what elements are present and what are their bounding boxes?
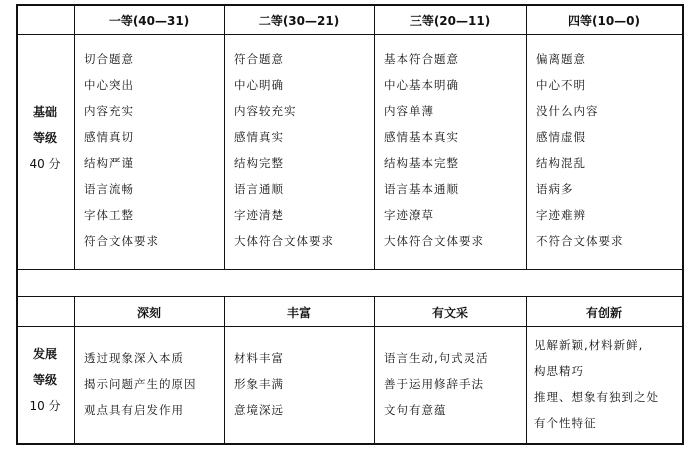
criterion: 感情基本真实 <box>384 130 459 144</box>
criterion: 中心不明 <box>536 78 586 92</box>
criterion: 内容较充实 <box>234 104 297 118</box>
criterion: 不符合文体要求 <box>536 234 624 248</box>
criterion: 符合文体要求 <box>84 234 159 248</box>
development-header: 深刻 <box>136 305 161 320</box>
criterion: 感情真实 <box>234 130 284 144</box>
criterion: 字迹难辨 <box>536 208 586 222</box>
criterion: 中心突出 <box>84 78 134 92</box>
criterion: 语言通顺 <box>234 182 284 196</box>
development-label-line2: 等级 <box>32 373 57 387</box>
table-bottom-border <box>16 443 684 445</box>
development-header: 有创新 <box>585 305 622 320</box>
table-right-border <box>682 4 684 445</box>
criterion: 切合题意 <box>84 52 134 66</box>
development-level-label <box>16 341 74 419</box>
development-score: 10 分 <box>29 399 61 413</box>
development-column-richness <box>234 345 284 423</box>
criterion: 结构严谨 <box>84 156 134 170</box>
grading-table <box>16 4 684 445</box>
criterion: 中心明确 <box>234 78 284 92</box>
basic-column-grade3 <box>384 46 484 254</box>
development-label-line1: 发展 <box>32 347 57 361</box>
section-divider <box>16 269 684 270</box>
criterion: 字迹潦草 <box>384 208 434 222</box>
criterion: 大体符合文体要求 <box>234 234 334 248</box>
criterion: 有个性特征 <box>534 416 597 430</box>
column-divider <box>74 4 75 269</box>
basic-score: 40 分 <box>29 157 61 171</box>
criterion: 语言流畅 <box>84 182 134 196</box>
basic-label-line1: 基础 <box>32 105 57 119</box>
criterion: 结构基本完整 <box>384 156 459 170</box>
basic-grade-header: 三等(20—11) <box>409 13 491 28</box>
basic-level-label <box>16 99 74 177</box>
criterion: 语言基本通顺 <box>384 182 459 196</box>
basic-label-line2: 等级 <box>32 131 57 145</box>
criterion: 语病多 <box>536 182 574 196</box>
basic-column-grade2 <box>234 46 334 254</box>
development-column-depth <box>84 345 197 423</box>
basic-column-grade4 <box>536 46 624 254</box>
criterion: 善于运用修辞手法 <box>384 377 484 391</box>
criterion: 构思精巧 <box>534 364 584 378</box>
column-divider <box>224 4 225 269</box>
criterion: 感情虚假 <box>536 130 586 144</box>
criterion: 内容单薄 <box>384 104 434 118</box>
development-header: 丰富 <box>286 305 311 320</box>
basic-grade-header: 二等(30—21) <box>258 13 340 28</box>
criterion: 内容充实 <box>84 104 134 118</box>
column-divider <box>526 4 527 269</box>
column-divider <box>374 4 375 269</box>
criterion: 形象丰满 <box>234 377 284 391</box>
criterion: 透过现象深入本质 <box>84 351 184 365</box>
criterion: 见解新颖,材料新鲜, <box>534 338 644 352</box>
basic-grade-header: 四等(10—0) <box>567 13 641 28</box>
basic-grade-header: 一等(40—31) <box>108 13 190 28</box>
criterion: 没什么内容 <box>536 104 599 118</box>
criterion: 结构完整 <box>234 156 284 170</box>
criterion: 符合题意 <box>234 52 284 66</box>
criterion: 大体符合文体要求 <box>384 234 484 248</box>
criterion: 基本符合题意 <box>384 52 459 66</box>
criterion: 偏离题意 <box>536 52 586 66</box>
criterion: 推理、想象有独到之处 <box>534 390 659 404</box>
criterion: 揭示问题产生的原因 <box>84 377 197 391</box>
criterion: 字体工整 <box>84 208 134 222</box>
criterion: 观点具有启发作用 <box>84 403 184 417</box>
development-column-literary <box>384 345 489 423</box>
development-header: 有文采 <box>431 305 468 320</box>
basic-column-grade1 <box>84 46 159 254</box>
criterion: 材料丰富 <box>234 351 284 365</box>
criterion: 意境深远 <box>234 403 284 417</box>
criterion: 文句有意蕴 <box>384 403 447 417</box>
criterion: 感情真切 <box>84 130 134 144</box>
development-column-innovation <box>534 332 659 436</box>
criterion: 中心基本明确 <box>384 78 459 92</box>
criterion: 字迹清楚 <box>234 208 284 222</box>
criterion: 结构混乱 <box>536 156 586 170</box>
criterion: 语言生动,句式灵活 <box>384 351 489 365</box>
